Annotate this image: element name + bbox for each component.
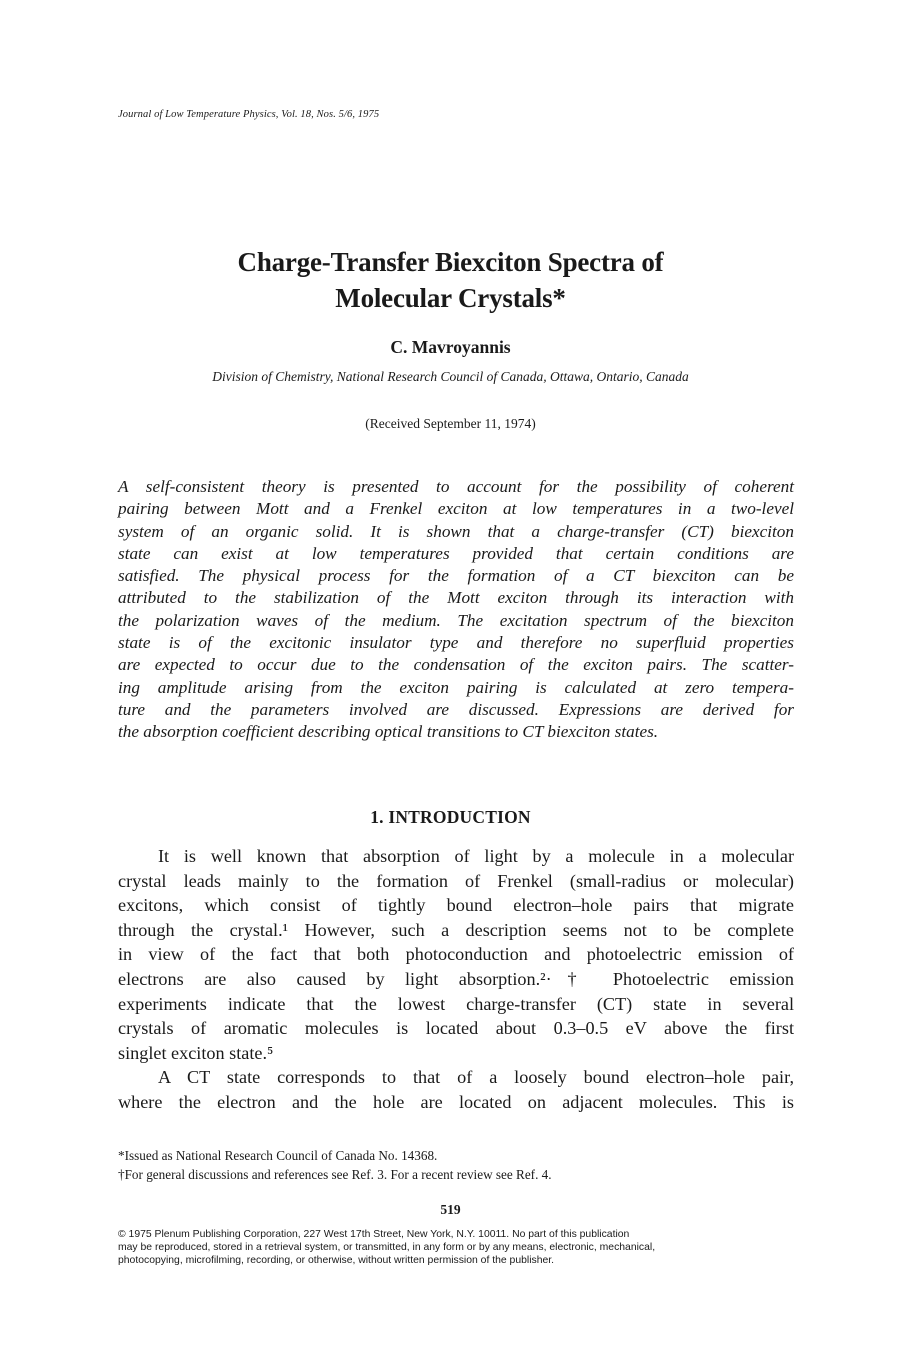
body-line: singlet exciton state.⁵ (118, 1042, 274, 1063)
body-line: in view of the fact that both photoconduction and photoelectric emission of (118, 944, 794, 965)
abstract (118, 476, 794, 744)
abstract-line: are expected to occur due to the condensation of the exciton pairs. The scatter- (118, 655, 794, 675)
body-text (118, 844, 794, 1115)
footnotes (118, 1146, 794, 1184)
author-affiliation: Division of Chemistry, National Research Council of Canada, Ottawa, Ontario, Canada (212, 369, 689, 384)
copyright-line: photocopying, microfilming, recording, or otherwise, without written permission of the publisher. (118, 1255, 555, 1266)
abstract-line: ture and the parameters involved are discussed. Expressions are derived for (118, 699, 794, 719)
article-title-line-1: Charge-Transfer Biexciton Spectra of (237, 247, 664, 277)
body-line: It is well known that absorption of light by a molecule in a molecular (158, 846, 794, 866)
article-title (0, 244, 901, 316)
abstract-line: state can exist at low temperatures provided that certain conditions are (118, 543, 794, 563)
body-line: excitons, which consist of tightly bound electron–hole pairs that migrate (118, 895, 794, 916)
footnote: *Issued as National Research Council of Canada No. 14368. (118, 1148, 438, 1163)
abstract-line: pairing between Mott and a Frenkel exciton at low temperatures in a two-level (118, 499, 794, 519)
abstract-line: the polarization waves of the medium. The excitation spectrum of the biexciton (118, 610, 794, 630)
body-line: through the crystal.¹ However, such a description seems not to be complete (118, 919, 794, 940)
running-head: Journal of Low Temperature Physics, Vol. 18, Nos. 5/6, 1975 (118, 109, 380, 120)
section-heading: 1. INTRODUCTION (370, 807, 531, 827)
body-line: crystal leads mainly to the formation of Frenkel (small-radius or molecular) (118, 870, 794, 891)
abstract-line: attributed to the stabilization of the Mott exciton through its interaction with (118, 588, 794, 608)
body-line: where the electron and the hole are located on adjacent molecules. This is (118, 1091, 794, 1112)
received-date: (Received September 11, 1974) (365, 416, 536, 431)
copyright-line: © 1975 Plenum Publishing Corporation, 227 West 17th Street, New York, N.Y. 10011. No part of this publication (118, 1229, 630, 1240)
article-title-line-2: Molecular Crystals* (335, 283, 566, 313)
abstract-line: system of an organic solid. It is shown that a charge-transfer (CT) biexciton (118, 521, 794, 541)
body-line: A CT state corresponds to that of a loosely bound electron–hole pair, (158, 1067, 794, 1088)
copyright-notice (118, 1228, 794, 1267)
abstract-line: state is of the excitonic insulator type and therefore no superfluid properties (118, 633, 794, 653)
page-number: 519 (440, 1202, 461, 1217)
body-line: electrons are also caused by light absorption.²·† Photoelectric emission (118, 968, 794, 989)
copyright-line: may be reproduced, stored in a retrieval system, or transmitted, in any form or by any means, electronic, mechanical, (118, 1242, 656, 1253)
footnote: †For general discussions and references see Ref. 3. For a recent review see Ref. 4. (118, 1167, 552, 1182)
body-line: crystals of aromatic molecules is located about 0.3–0.5 eV above the first (118, 1018, 794, 1039)
abstract-line: the absorption coefficient describing optical transitions to CT biexciton states. (118, 722, 659, 742)
abstract-line: A self-consistent theory is presented to account for the possibility of coherent (118, 477, 794, 496)
abstract-line: satisfied. The physical process for the formation of a CT biexciton can be (118, 566, 794, 586)
body-line: experiments indicate that the lowest charge-transfer (CT) state in several (118, 993, 794, 1014)
author-name: C. Mavroyannis (390, 337, 511, 357)
abstract-line: ing amplitude arising from the exciton pairing is calculated at zero tempera- (118, 677, 794, 697)
